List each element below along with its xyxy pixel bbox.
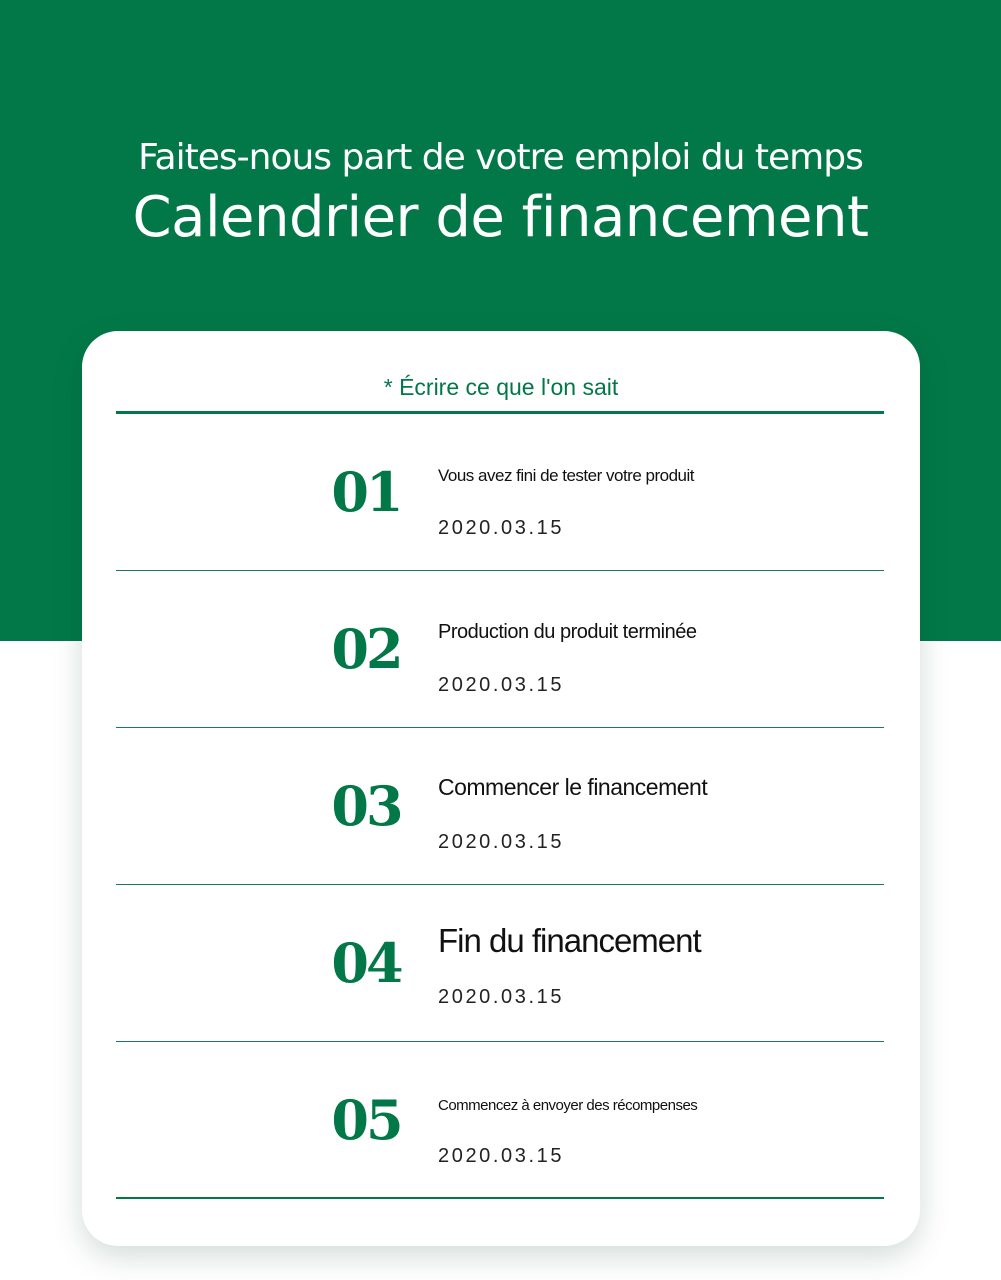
page-title: Calendrier de financement	[132, 185, 869, 250]
step-date: 2020.03.15	[438, 986, 565, 1008]
step-number: 01	[331, 460, 401, 524]
step-number: 05	[331, 1088, 401, 1152]
bottom-divider	[116, 1197, 884, 1199]
schedule-step-1	[116, 414, 884, 570]
schedule-step-3	[116, 727, 884, 884]
schedule-step-2	[116, 570, 884, 727]
step-number: 03	[331, 774, 401, 838]
step-label: Commencer le financement	[438, 774, 708, 800]
step-date: 2020.03.15	[438, 517, 565, 539]
step-date: 2020.03.15	[438, 831, 565, 853]
step-number: 02	[331, 617, 401, 681]
step-date: 2020.03.15	[438, 1145, 565, 1167]
step-date: 2020.03.15	[438, 674, 565, 696]
step-label: Commencez à envoyer des récompenses	[438, 1097, 698, 1114]
step-label: Fin du financement	[438, 922, 701, 959]
schedule-note: * Écrire ce que l'on sait	[383, 374, 619, 400]
step-number: 04	[331, 931, 401, 995]
step-label: Vous avez fini de tester votre produit	[438, 466, 694, 485]
schedule-step-4	[116, 884, 884, 1041]
step-label: Production du produit terminée	[438, 621, 697, 643]
schedule-step-5	[116, 1041, 884, 1198]
schedule-list	[116, 414, 884, 1198]
schedule-card	[82, 331, 920, 1246]
page-subtitle: Faites-nous part de votre emploi du temps	[138, 137, 863, 178]
